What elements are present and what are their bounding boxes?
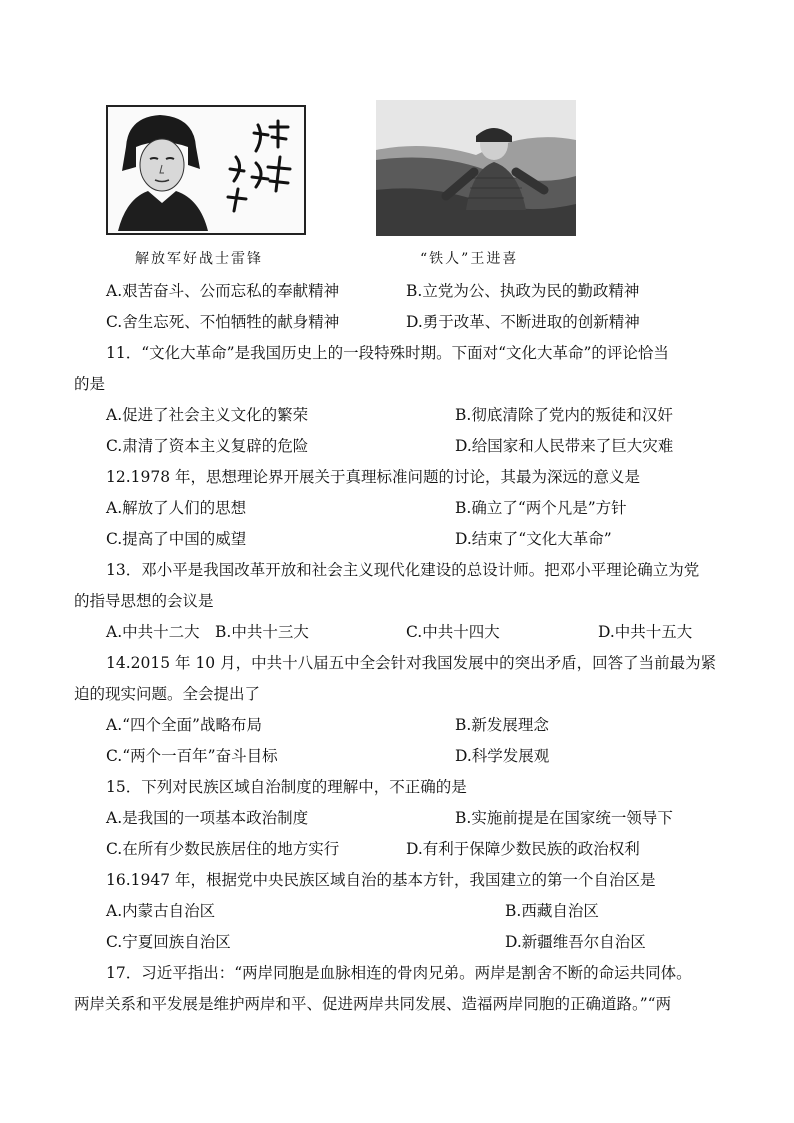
q12-option-d[interactable]: D.结束了“文化大革命”	[455, 530, 612, 548]
q16-stem-line1: 16.1947 年，根据党中央民族区域自治的基本方针，我国建立的第一个自治区是	[106, 871, 656, 889]
q17-stem-line1: 17．习近平指出：“两岸同胞是血脉相连的骨肉兄弟。两岸是割舍不断的命运共同体。	[106, 964, 692, 982]
q13-option-b[interactable]: B.中共十三大	[215, 623, 309, 641]
q10-option-c[interactable]: C.舍生忘死、不怕牺牲的献身精神	[106, 313, 340, 331]
wang-jinxi-image	[376, 100, 576, 236]
q16-option-a[interactable]: A.内蒙古自治区	[106, 902, 216, 920]
q13-option-d[interactable]: D.中共十五大	[598, 623, 693, 641]
q13-option-c[interactable]: C.中共十四大	[406, 623, 500, 641]
lei-feng-image	[106, 105, 306, 235]
q12-option-c[interactable]: C.提高了中国的威望	[106, 530, 247, 548]
q17-stem-line2: 两岸关系和平发展是维护两岸和平、促进两岸共同发展、造福两岸同胞的正确道路。”“两	[74, 995, 672, 1013]
lei-feng-portrait-icon	[108, 107, 304, 233]
q14-stem-line2: 迫的现实问题。全会提出了	[74, 685, 261, 703]
q14-stem-line1: 14.2015 年 10 月，中共十八届五中全会针对我国发展中的突出矛盾，回答了当前最为紧	[106, 654, 717, 672]
q10-option-b[interactable]: B.立党为公、执政为民的勤政精神	[406, 282, 640, 300]
lei-feng-caption: 解放军好战士雷锋	[135, 251, 263, 267]
q15-option-d[interactable]: D.有利于保障少数民族的政治权利	[406, 840, 640, 858]
q14-option-c[interactable]: C.“两个一百年”奋斗目标	[106, 747, 278, 765]
q10-option-a[interactable]: A.艰苦奋斗、公而忘私的奉献精神	[106, 282, 340, 300]
q11-option-b[interactable]: B.彻底清除了党内的叛徒和汉奸	[455, 406, 673, 424]
q12-option-a[interactable]: A.解放了人们的思想	[106, 499, 247, 517]
q11-stem-line1: 11．“文化大革命”是我国历史上的一段特殊时期。下面对“文化大革命”的评论恰当	[106, 344, 669, 362]
q12-option-b[interactable]: B.确立了“两个凡是”方针	[455, 499, 627, 517]
q13-option-a[interactable]: A.中共十二大	[106, 623, 200, 641]
q16-option-d[interactable]: D.新疆维吾尔自治区	[505, 933, 646, 951]
q15-stem-line1: 15．下列对民族区域自治制度的理解中，不正确的是	[106, 778, 467, 796]
q12-stem-line1: 12.1978 年，思想理论界开展关于真理标准问题的讨论，其最为深远的意义是	[106, 468, 641, 486]
q15-option-b[interactable]: B.实施前提是在国家统一领导下	[455, 809, 673, 827]
q15-option-a[interactable]: A.是我国的一项基本政治制度	[106, 809, 309, 827]
q14-option-d[interactable]: D.科学发展观	[455, 747, 550, 765]
q14-option-b[interactable]: B.新发展理念	[455, 716, 549, 734]
q13-stem-line2: 的指导思想的会议是	[74, 592, 214, 610]
q15-option-c[interactable]: C.在所有少数民族居住的地方实行	[106, 840, 340, 858]
q10-option-d[interactable]: D.勇于改革、不断进取的创新精神	[406, 313, 640, 331]
q16-option-c[interactable]: C.宁夏回族自治区	[106, 933, 231, 951]
q11-option-c[interactable]: C.肃清了资本主义复辟的危险	[106, 437, 309, 455]
q16-option-b[interactable]: B.西藏自治区	[505, 902, 599, 920]
wang-jinxi-photo-icon	[376, 100, 576, 236]
q11-option-a[interactable]: A.促进了社会主义文化的繁荣	[106, 406, 309, 424]
q11-option-d[interactable]: D.给国家和人民带来了巨大灾难	[455, 437, 674, 455]
q13-stem-line1: 13．邓小平是我国改革开放和社会主义现代化建设的总设计师。把邓小平理论确立为党	[106, 561, 700, 579]
wang-jinxi-caption: “铁人”王进喜	[420, 251, 519, 267]
q11-stem-line2: 的是	[74, 375, 106, 393]
q14-option-a[interactable]: A.“四个全面”战略布局	[106, 716, 262, 734]
